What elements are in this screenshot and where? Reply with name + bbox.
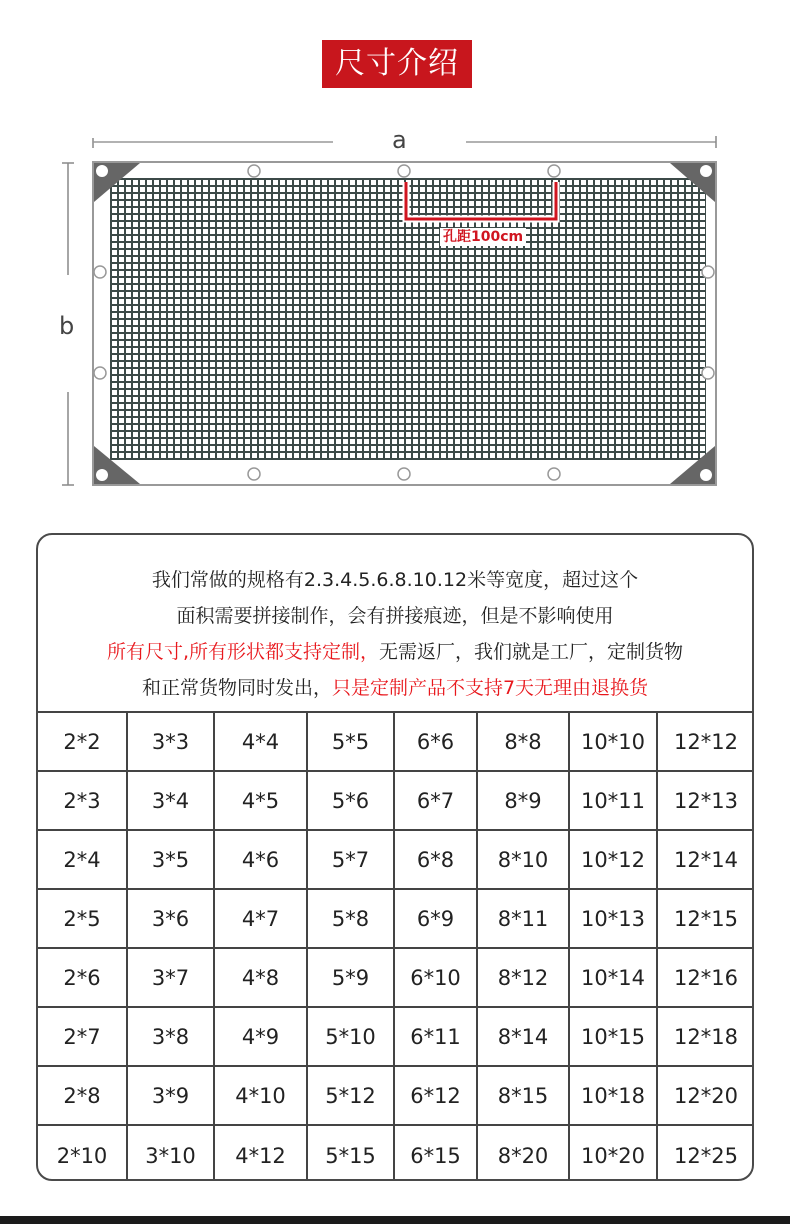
size-cell: 4*9 bbox=[214, 1007, 307, 1066]
size-cell: 2*2 bbox=[38, 712, 127, 771]
size-cell: 2*6 bbox=[38, 948, 127, 1007]
size-cell: 8*12 bbox=[477, 948, 569, 1007]
info-line-1: 我们常做的规格有2.3.4.5.6.8.10.12米等宽度，超过这个 bbox=[151, 569, 639, 591]
size-cell: 6*8 bbox=[394, 830, 477, 889]
size-cell: 4*8 bbox=[214, 948, 307, 1007]
size-cell: 8*8 bbox=[477, 712, 569, 771]
table-row bbox=[38, 830, 754, 889]
size-cell: 12*18 bbox=[657, 1007, 754, 1066]
size-cell: 12*15 bbox=[657, 889, 754, 948]
size-cell: 6*7 bbox=[394, 771, 477, 830]
size-cell: 12*14 bbox=[657, 830, 754, 889]
height-label-b: b bbox=[59, 312, 75, 340]
size-cell: 8*20 bbox=[477, 1125, 569, 1181]
size-cell: 8*10 bbox=[477, 830, 569, 889]
size-cell: 6*15 bbox=[394, 1125, 477, 1181]
size-cell: 5*8 bbox=[307, 889, 394, 948]
size-cell: 2*7 bbox=[38, 1007, 127, 1066]
size-cell: 3*6 bbox=[127, 889, 214, 948]
size-cell: 8*14 bbox=[477, 1007, 569, 1066]
size-cell: 6*6 bbox=[394, 712, 477, 771]
section-title: 尺寸介绍 bbox=[322, 40, 472, 88]
info-line-3 bbox=[38, 634, 752, 670]
table-row bbox=[38, 1125, 754, 1181]
size-cell: 4*4 bbox=[214, 712, 307, 771]
size-cell: 3*5 bbox=[127, 830, 214, 889]
size-cell: 12*25 bbox=[657, 1125, 754, 1181]
size-cell: 10*14 bbox=[569, 948, 657, 1007]
table-row bbox=[38, 1066, 754, 1125]
size-cell: 3*10 bbox=[127, 1125, 214, 1181]
shipping-note: 和正常货物同时发出， bbox=[141, 677, 332, 699]
size-cell: 10*11 bbox=[569, 771, 657, 830]
size-cell: 4*12 bbox=[214, 1125, 307, 1181]
factory-note: 无需返厂，我们就是工厂，定制货物 bbox=[379, 641, 684, 663]
bottom-divider-bar bbox=[0, 1216, 790, 1224]
size-cell: 10*10 bbox=[569, 712, 657, 771]
size-cell: 5*12 bbox=[307, 1066, 394, 1125]
info-line-2: 面积需要拼接制作，会有拼接痕迹，但是不影响使用 bbox=[176, 605, 614, 627]
size-cell: 6*9 bbox=[394, 889, 477, 948]
size-cell: 6*11 bbox=[394, 1007, 477, 1066]
table-row bbox=[38, 889, 754, 948]
size-cell: 2*4 bbox=[38, 830, 127, 889]
size-cell: 5*9 bbox=[307, 948, 394, 1007]
info-description bbox=[38, 535, 752, 711]
size-cell: 4*7 bbox=[214, 889, 307, 948]
hole-spacing-label: 孔距100cm bbox=[440, 228, 526, 246]
table-row bbox=[38, 1007, 754, 1066]
size-cell: 3*3 bbox=[127, 712, 214, 771]
size-cell: 10*12 bbox=[569, 830, 657, 889]
size-cell: 4*5 bbox=[214, 771, 307, 830]
size-cell: 5*6 bbox=[307, 771, 394, 830]
size-table bbox=[38, 711, 754, 1181]
table-row bbox=[38, 948, 754, 1007]
table-row bbox=[38, 771, 754, 830]
size-cell: 8*9 bbox=[477, 771, 569, 830]
size-cell: 2*5 bbox=[38, 889, 127, 948]
size-cell: 10*20 bbox=[569, 1125, 657, 1181]
size-cell: 3*4 bbox=[127, 771, 214, 830]
width-label-a: a bbox=[392, 126, 407, 154]
tarp-size-diagram bbox=[0, 0, 790, 520]
size-cell: 4*6 bbox=[214, 830, 307, 889]
size-cell: 8*15 bbox=[477, 1066, 569, 1125]
size-cell: 6*12 bbox=[394, 1066, 477, 1125]
size-cell: 12*13 bbox=[657, 771, 754, 830]
size-cell: 2*8 bbox=[38, 1066, 127, 1125]
size-cell: 2*10 bbox=[38, 1125, 127, 1181]
size-cell: 5*10 bbox=[307, 1007, 394, 1066]
no-return-note: 只是定制产品不支持7天无理由退换货 bbox=[331, 677, 649, 699]
size-cell: 8*11 bbox=[477, 889, 569, 948]
size-info-panel bbox=[36, 533, 754, 1181]
size-cell: 6*10 bbox=[394, 948, 477, 1007]
size-cell: 10*15 bbox=[569, 1007, 657, 1066]
size-cell: 10*18 bbox=[569, 1066, 657, 1125]
grommets-and-corners bbox=[0, 0, 790, 520]
custom-support-note: 所有尺寸,所有形状都支持定制， bbox=[106, 641, 380, 663]
size-cell: 5*5 bbox=[307, 712, 394, 771]
table-row bbox=[38, 712, 754, 771]
size-cell: 12*20 bbox=[657, 1066, 754, 1125]
size-cell: 12*12 bbox=[657, 712, 754, 771]
size-cell: 5*15 bbox=[307, 1125, 394, 1181]
info-line-4 bbox=[38, 670, 752, 706]
size-cell: 4*10 bbox=[214, 1066, 307, 1125]
size-cell: 2*3 bbox=[38, 771, 127, 830]
size-cell: 3*9 bbox=[127, 1066, 214, 1125]
size-cell: 10*13 bbox=[569, 889, 657, 948]
size-cell: 3*8 bbox=[127, 1007, 214, 1066]
size-cell: 3*7 bbox=[127, 948, 214, 1007]
size-cell: 5*7 bbox=[307, 830, 394, 889]
size-cell: 12*16 bbox=[657, 948, 754, 1007]
